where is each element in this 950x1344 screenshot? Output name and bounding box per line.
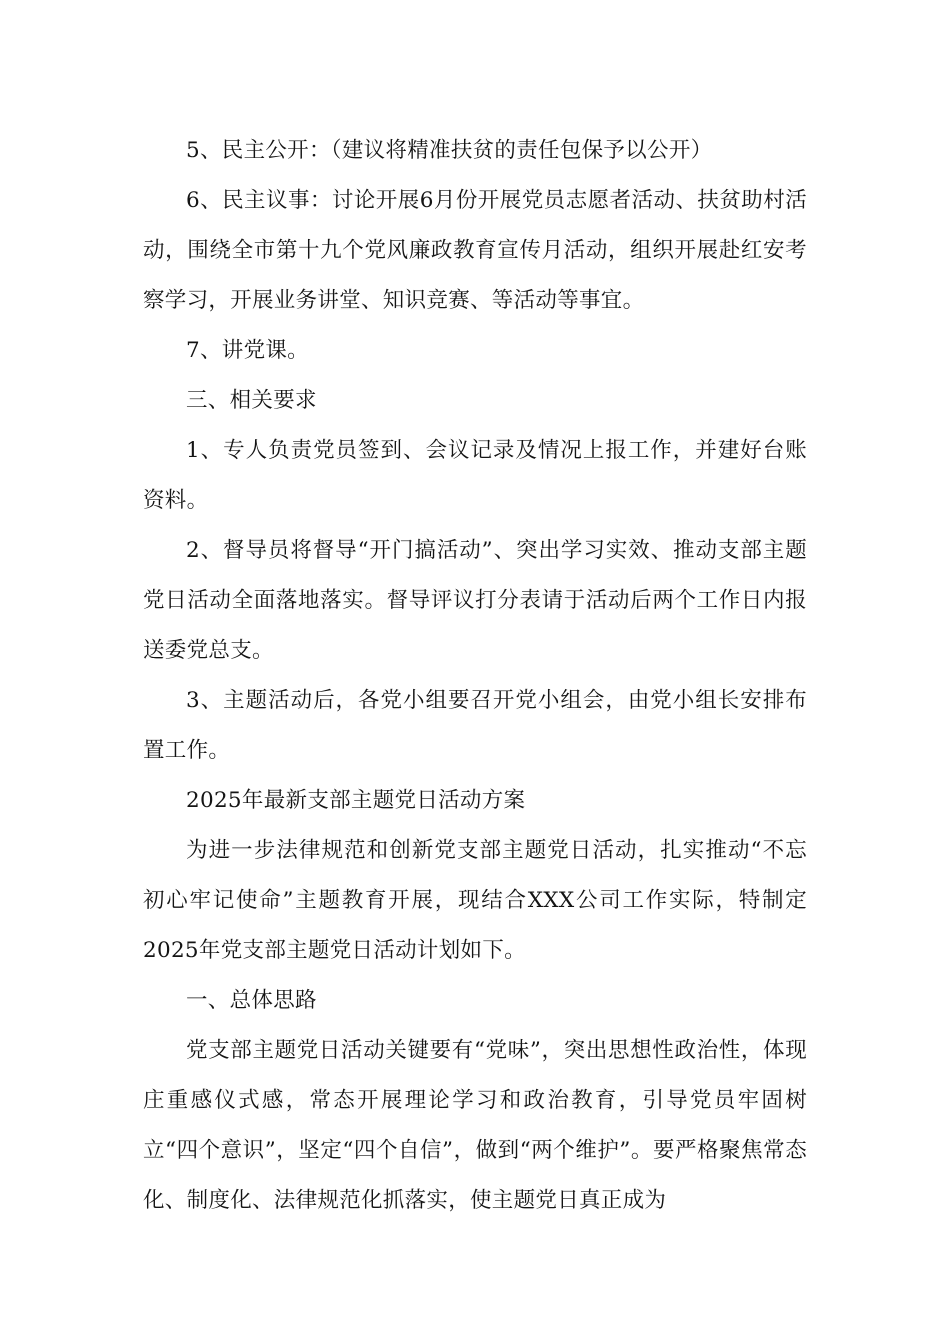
paragraph-overall-approach: 党支部主题党日活动关键要有“党味”，突出思想性政治性，体现庄重感仪式感，常态开展理论学习和政治教育，引导党员牢固树立“四个意识”，坚定“四个自信”，做到“两个维护”。要严格聚焦常态化、制度化、法律规范化抓落实，使主题党日真正成为	[143, 1038, 807, 1213]
paragraph-democratic-deliberation: 6、民主议事：讨论开展6月份开展党员志愿者活动、扶贫助村活动，围绕全市第十九个党风廉政教育宣传月活动，组织开展赴红安考察学习，开展业务讲堂、知识竞赛、等活动等事宜。	[143, 188, 807, 313]
paragraph-introduction: 为进一步法律规范和创新党支部主题党日活动，扎实推动“不忘初心牢记使命”主题教育开展，现结合XXX公司工作实际，特制定2025年党支部主题党日活动计划如下。	[143, 838, 807, 963]
paragraph-requirement-2: 2、督导员将督导“开门搞活动”、突出学习实效、推动支部主题党日活动全面落地落实。督导评议打分表请于活动后两个工作日内报送委党总支。	[143, 538, 807, 663]
document-body	[143, 126, 807, 1226]
document-title-2025-plan: 2025年最新支部主题党日活动方案	[186, 788, 526, 813]
paragraph-requirement-3: 3、主题活动后，各党小组要召开党小组会，由党小组长安排布置工作。	[143, 688, 807, 763]
paragraph-requirement-1: 1、专人负责党员签到、会议记录及情况上报工作，并建好台账资料。	[143, 438, 807, 513]
section-heading-overall-approach: 一、总体思路	[186, 988, 317, 1013]
section-heading-requirements: 三、相关要求	[186, 388, 317, 413]
paragraph-democratic-disclosure: 5、民主公开：（建议将精准扶贫的责任包保予以公开）	[186, 138, 713, 163]
paragraph-party-lecture: 7、讲党课。	[186, 338, 309, 363]
